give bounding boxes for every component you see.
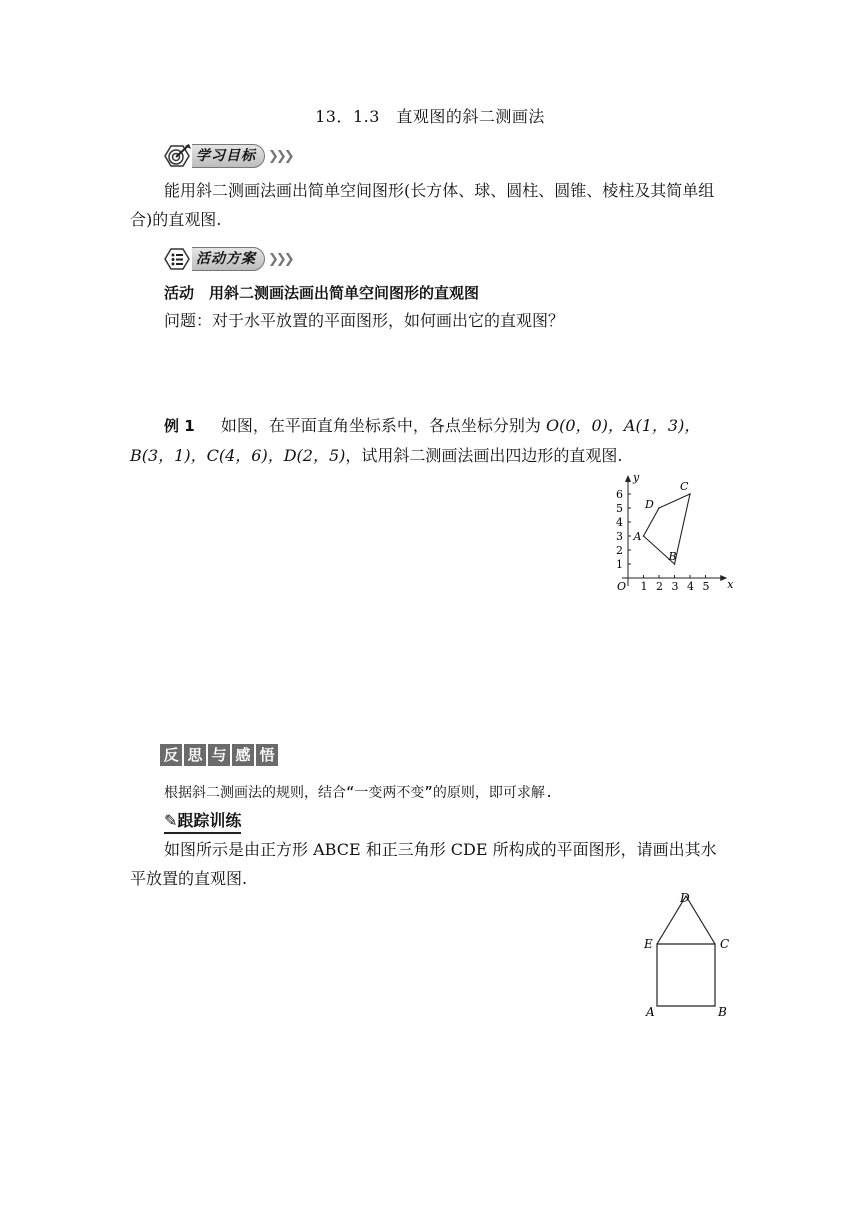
- x-tick-label: 4: [687, 580, 694, 593]
- point-label: D: [645, 498, 654, 511]
- objectives-label: 学习目标: [192, 144, 265, 168]
- example-text-1: 如图，在平面直角坐标系中，各点坐标分别为: [220, 416, 546, 435]
- y-tick-label: 4: [616, 516, 623, 529]
- tracking-label: 跟踪训练: [177, 811, 242, 830]
- list-icon: [162, 246, 192, 272]
- activity-question: 问题：对于水平放置的平面图形，如何画出它的直观图？: [164, 311, 565, 330]
- reflection-char: 与: [208, 744, 230, 766]
- x-axis-arrow: [720, 575, 727, 581]
- square-triangle-figure: [640, 884, 740, 1020]
- x-tick-label: 3: [671, 580, 679, 593]
- point-label: A: [633, 530, 642, 543]
- target-icon: [162, 143, 192, 169]
- example-points: O(0，0)，A(1，3)，B(3，1)，C(4，6)，D(2，5): [130, 416, 701, 465]
- point-label-d: D: [680, 891, 690, 905]
- example-paragraph: [130, 411, 730, 470]
- point-label-e: E: [644, 937, 653, 951]
- point-label-c: C: [720, 937, 730, 951]
- square-abce: [657, 944, 715, 1006]
- example-label: 例 1: [164, 417, 195, 435]
- data-point: [658, 507, 660, 509]
- example-text-2: ，试用斜二测画法画出四边形的直观图.: [345, 446, 623, 465]
- point-label-a: A: [646, 1005, 655, 1019]
- point-label: B: [668, 550, 677, 563]
- reflection-char: 感: [232, 744, 254, 766]
- chevron-right-icon: ❯❯❯: [268, 148, 292, 164]
- objectives-text: 能用斜二测画法画出简单空间图形(长方体、球、圆柱、圆锥、棱柱及其简单组合)的直观图.: [130, 181, 715, 229]
- activity-label: 活动方案: [192, 247, 265, 271]
- data-point: [674, 563, 676, 565]
- y-axis-arrow: [625, 475, 631, 482]
- y-tick-label: 1: [616, 558, 623, 571]
- x-tick-label: 2: [656, 580, 663, 593]
- y-tick-label: 2: [616, 544, 623, 557]
- reflection-char: 悟: [256, 744, 278, 766]
- chevron-right-icon: ❯❯❯: [268, 251, 292, 267]
- x-tick-label: 5: [702, 580, 710, 593]
- point-label-b: B: [718, 1005, 727, 1019]
- data-point: [643, 535, 645, 537]
- data-point: [689, 493, 691, 495]
- y-axis-label: y: [633, 471, 640, 484]
- reflection-text: 根据斜二测画法的规则，结合“一变两不变”的原则，即可求解.: [164, 785, 554, 801]
- y-tick-label: 5: [616, 502, 623, 515]
- pencil-icon: ✎: [164, 811, 178, 830]
- activity-heading: 活动 用斜二测画法画出简单空间图形的直观图: [164, 284, 480, 302]
- x-tick-label: 1: [640, 580, 648, 593]
- tracking-text: 如图所示是由正方形 ABCE 和正三角形 CDE 所构成的平面图形，请画出其水平放置的直观图.: [130, 840, 717, 888]
- activity-banner: [162, 246, 292, 272]
- origin-label: O: [617, 580, 627, 593]
- y-tick-label: 3: [616, 530, 623, 543]
- point-label: C: [680, 480, 689, 493]
- reflection-banner: [160, 744, 278, 766]
- y-tick-label: 6: [616, 488, 623, 501]
- tracking-heading: [164, 808, 241, 834]
- reflection-char: 反: [160, 744, 182, 766]
- x-axis-label: x: [727, 578, 734, 591]
- page-title: 13．1.3 直观图的斜二测画法: [315, 107, 545, 126]
- objectives-banner: [162, 143, 292, 169]
- coordinate-chart: [608, 466, 740, 596]
- reflection-char: 思: [184, 744, 206, 766]
